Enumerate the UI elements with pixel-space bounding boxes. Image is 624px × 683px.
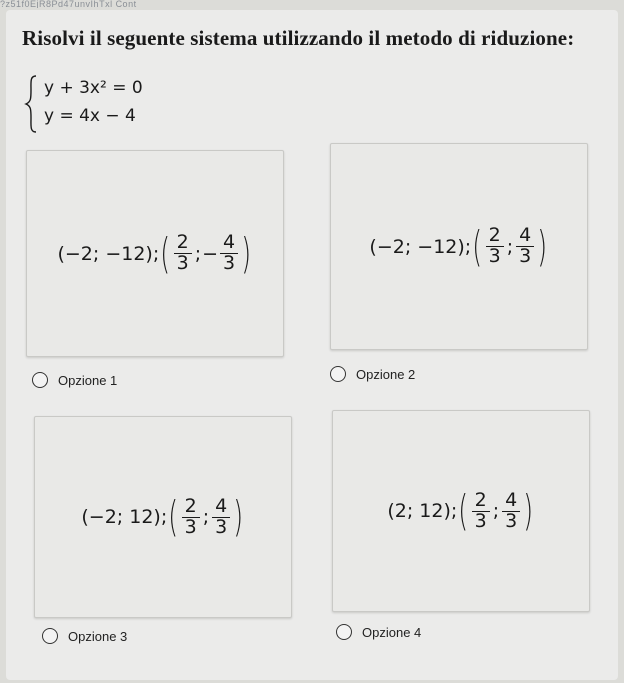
fraction-2 (212, 494, 230, 538)
close-paren: ) (537, 221, 548, 271)
answer-expression-4 (333, 486, 589, 535)
option-2-radio[interactable] (330, 366, 415, 382)
separator: ; (506, 235, 514, 258)
radio-icon[interactable] (330, 366, 346, 382)
fraction-1 (174, 233, 192, 274)
fraction-denominator: 3 (486, 246, 504, 267)
fraction-denominator: 3 (212, 517, 230, 538)
open-paren: ( (458, 486, 469, 535)
option-3-radio[interactable] (42, 628, 127, 644)
radio-icon[interactable] (32, 372, 48, 388)
option-1-radio[interactable] (32, 372, 117, 388)
close-paren: ) (523, 486, 534, 535)
radio-icon[interactable] (42, 628, 58, 644)
fraction-numerator: 4 (215, 494, 228, 517)
equation-1: y + 3x² = 0 (44, 78, 143, 98)
fraction-denominator: 3 (174, 253, 192, 274)
answer-card-1[interactable] (26, 150, 284, 357)
fraction-numerator: 4 (505, 488, 518, 511)
close-paren: ) (241, 228, 252, 278)
fraction-denominator: 3 (472, 511, 490, 532)
answer-expression-2 (331, 221, 587, 271)
fraction-1 (182, 494, 200, 538)
minus-sign: − (202, 242, 219, 265)
fraction-denominator: 3 (220, 253, 238, 274)
fraction-numerator: 2 (474, 488, 487, 511)
answer-expression-3 (35, 492, 291, 541)
equation-2: y = 4x − 4 (44, 106, 136, 126)
answer-card-4[interactable] (332, 410, 590, 612)
open-paren: ( (472, 221, 483, 271)
answer-expression-1 (27, 228, 283, 278)
option-label: Opzione 4 (362, 624, 422, 640)
fraction-numerator: 4 (223, 231, 236, 254)
question-title: Risolvi il seguente sistema utilizzando il metodo di riduzione: (22, 26, 575, 50)
fraction-numerator: 2 (184, 494, 197, 517)
answer-card-2[interactable] (330, 143, 588, 350)
separator: ; (492, 500, 500, 522)
separator: ; (194, 242, 202, 265)
fraction-denominator: 3 (182, 517, 200, 538)
fraction-numerator: 2 (176, 231, 189, 254)
open-paren: ( (168, 492, 179, 541)
answer-prefix: (−2; 12); (81, 506, 168, 528)
answer-card-3[interactable] (34, 416, 292, 618)
option-label: Opzione 2 (356, 366, 416, 382)
separator: ; (202, 506, 210, 528)
option-label: Opzione 3 (68, 628, 128, 644)
open-paren: ( (160, 228, 171, 278)
fraction-denominator: 3 (516, 246, 534, 267)
fraction-denominator: 3 (502, 511, 520, 532)
left-brace (24, 74, 38, 134)
fraction-numerator: 2 (488, 224, 501, 247)
option-4-radio[interactable] (336, 624, 421, 640)
answer-prefix: (2; 12); (387, 500, 458, 522)
radio-icon[interactable] (336, 624, 352, 640)
fraction-2 (220, 233, 238, 274)
fraction-2 (502, 488, 520, 532)
fraction-1 (486, 226, 504, 267)
answer-prefix: (−2; −12); (369, 235, 472, 258)
fraction-2 (516, 226, 534, 267)
fraction-1 (472, 488, 490, 532)
header-strip: ?z51f0EjR8Pd47unvIhTxl Cont (0, 0, 137, 8)
option-label: Opzione 1 (58, 372, 118, 388)
fraction-numerator: 4 (519, 224, 532, 247)
answer-prefix: (−2; −12); (57, 242, 160, 265)
close-paren: ) (233, 492, 244, 541)
